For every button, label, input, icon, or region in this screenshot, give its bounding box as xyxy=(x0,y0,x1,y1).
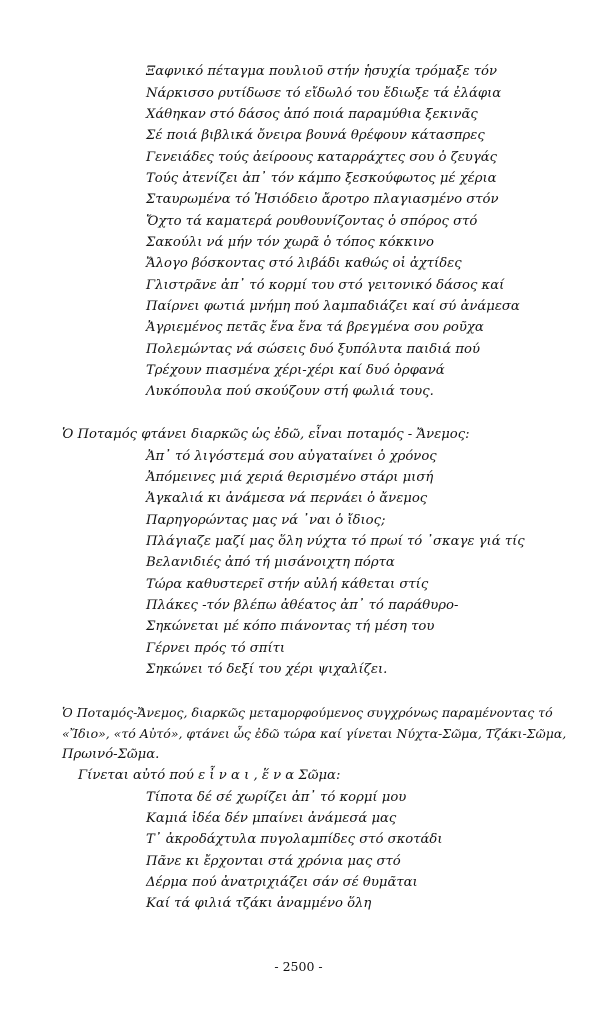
poem-line: Γέρνει πρός τό σπίτι xyxy=(146,641,286,656)
poem-line: Σέ ποιά βιβλικά ὄνειρα βουνά θρέφουν κάτασπρες xyxy=(146,128,485,143)
poem-line: Τίποτα δέ σέ χωρίζει ἀπ᾽ τό κορμί μου xyxy=(146,790,407,805)
poem-line: Πλάκες -τόν βλέπω ἀθέατος ἀπ᾽ τό παράθυρο- xyxy=(146,598,459,613)
poem-line: Τ᾽ ἀκροδάχτυλα πυγολαμπίδες στό σκοτάδι xyxy=(146,832,443,847)
poem-line: Καί τά φιλιά τζάκι ἀναμμένο ὅλη xyxy=(146,896,372,911)
poem-line: Χάθηκαν στό δάσος ἀπό ποιά παραμύθια ξεκινᾶς xyxy=(146,107,478,122)
poem-line: Νάρκισσο ρυτίδωσε τό εἴδωλό του ἔδιωξε τά ἐλάφια xyxy=(146,86,502,101)
poem-line: Ἀγριεμένος πετᾶς ἕνα ἕνα τά βρεγμένα σου ροῦχα xyxy=(146,320,484,335)
poem-line: Παίρνει φωτιά μνήμη πού λαμπαδιάζει καί σύ ἀνάμεσα xyxy=(146,299,520,314)
poem-line: Ἀγκαλιά κι ἀνάμεσα νά περνάει ὁ ἄνεμος xyxy=(146,491,428,506)
poem-line: Τώρα καθυστερεῖ στήν αὐλή κάθεται στίς xyxy=(146,577,429,592)
section-intro-3-line: «Ἴδιο», «τό Αὐτό», φτάνει ὧς ἐδῶ τώρα καί γίνεται Νύχτα-Σῶμα, Τζάκι-Σῶμα, xyxy=(62,726,567,741)
poem-line: Πολεμώντας νά σώσεις δυό ξυπόλυτα παιδιά πού xyxy=(146,342,481,357)
poem-line: Ἀπ᾽ τό λιγόστεμά σου αὐγαταίνει ὁ χρόνος xyxy=(146,449,437,464)
poem-line: Ὄχτο τά καματερά ρουθουνίζοντας ὁ σπόρος στό xyxy=(146,214,478,229)
poem-line: Δέρμα πού ἀνατριχιάζει σάν σέ θυμᾶται xyxy=(146,875,418,890)
poem-line: Λυκόπουλα πού σκούζουν στή φωλιά τους. xyxy=(146,384,434,399)
section-intro-2: Ὁ Ποταμός φτάνει διαρκῶς ὡς ἐδῶ, εἶναι ποταμός - Ἄνεμος: xyxy=(62,427,470,442)
poem-line: Πᾶνε κι ἔρχονται στά χρόνια μας στό xyxy=(146,854,401,869)
poem-line: Σταυρωμένα τό Ἡσιόδειο ἄροτρο πλαγιασμένο στόν xyxy=(146,192,499,207)
poem-line: Καμιά ἰδέα δέν μπαίνει ἀνάμεσά μας xyxy=(146,811,397,826)
section-intro-3-line: Ὁ Ποταμός-Ἄνεμος, διαρκῶς μεταμορφούμενος συγχρόνως παραμένοντας τό xyxy=(62,705,553,720)
poem-line: Σακούλι νά μήν τόν χωρᾶ ὁ τόπος κόκκινο xyxy=(146,235,434,250)
poem-line: Πλάγιαζε μαζί μας ὅλη νύχτα τό πρωί τό ᾽σκαγε γιά τίς xyxy=(146,534,525,549)
poem-line: Παρηγορώντας μας νά ᾽ναι ὁ ἴδιος; xyxy=(146,513,386,528)
section-intro-3-line: Πρωινό-Σῶμα. xyxy=(62,747,160,762)
poem-line: Ξαφνικό πέταγμα πουλιοῦ στήν ἡσυχία τρόμαξε τόν xyxy=(146,64,498,79)
poem-line: Τούς ἀτενίζει ἀπ᾽ τόν κάμπο ξεσκούφωτος μέ χέρια xyxy=(146,171,497,186)
poem-line: Ἀπόμεινες μιά χεριά θερισμένο στάρι μισή xyxy=(146,470,434,485)
poem-line: Γλιστρᾶνε ἀπ᾽ τό κορμί του στό γειτονικό δάσος καί xyxy=(146,278,505,293)
poem-line: Σηκώνεται μέ κόπο πιάνοντας τή μέση του xyxy=(146,619,435,634)
poem-line: Τρέχουν πιασμένα χέρι-χέρι καί δυό ὀρφανά xyxy=(146,363,445,378)
poem-line: Γενειάδες τούς ἀείροους καταρράχτες σου ὁ ζευγάς xyxy=(146,150,498,165)
poem-line: Βελανιδιές ἀπό τή μισάνοιχτη πόρτα xyxy=(146,555,395,570)
poem-line: Σηκώνει τό δεξί του χέρι ψιχαλίζει. xyxy=(146,662,388,677)
poem-line: Ἄλογο βόσκοντας στό λιβάδι καθώς οἱ ἀχτίδες xyxy=(146,256,462,271)
page-number: - 2500 - xyxy=(274,959,323,974)
section-intro-3b: Γίνεται αὐτό πού ε ἶ ν α ι , ἕ ν α Σῶμα: xyxy=(78,768,341,783)
